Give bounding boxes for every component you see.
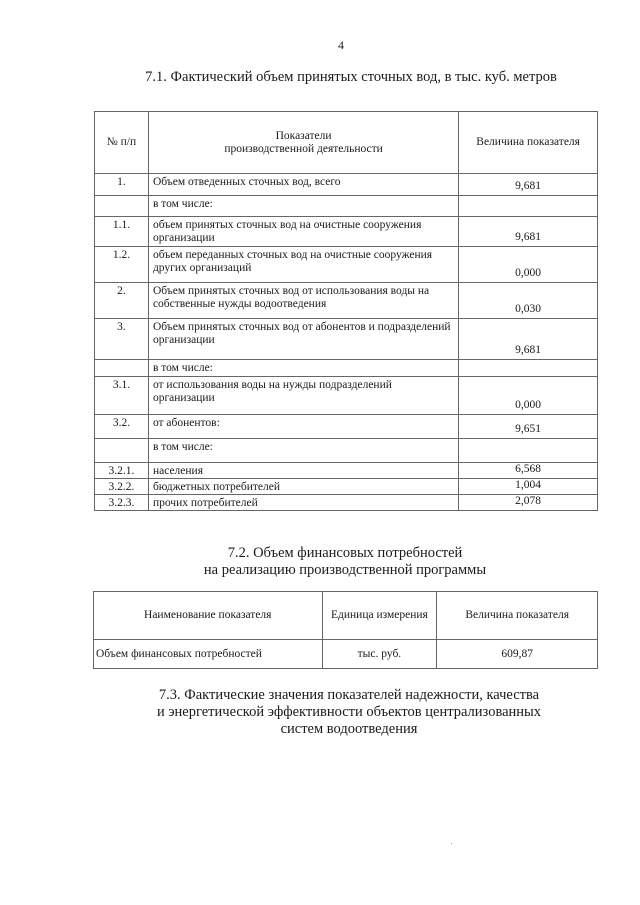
row-value: 0,000 bbox=[459, 247, 598, 283]
header-value: Величина показателя bbox=[437, 592, 598, 640]
table-row bbox=[95, 377, 598, 415]
row-label: в том числе: bbox=[148, 439, 458, 463]
row-num: 3.2.1. bbox=[95, 463, 149, 479]
table-row bbox=[95, 319, 598, 360]
table-row bbox=[94, 640, 598, 669]
page-number: 4 bbox=[338, 38, 344, 52]
row-value: 0,030 bbox=[459, 283, 598, 319]
row-value: 1,004 bbox=[459, 479, 598, 495]
row-num: 3.1. bbox=[95, 377, 149, 415]
row-name: Объем финансовых потребностей bbox=[94, 640, 323, 669]
section-7-3-title bbox=[0, 687, 640, 738]
row-label: от абонентов: bbox=[148, 415, 458, 439]
table-row bbox=[95, 415, 598, 439]
row-value: 9,681 bbox=[459, 217, 598, 247]
row-label: населения bbox=[148, 463, 458, 479]
row-unit: тыс. руб. bbox=[322, 640, 437, 669]
section-7-3-title-line3: систем водоотведения bbox=[280, 721, 418, 737]
row-value: 9,681 bbox=[459, 319, 598, 360]
row-value: 2,078 bbox=[459, 495, 598, 511]
row-label: в том числе: bbox=[148, 196, 458, 217]
table-header-row bbox=[95, 112, 598, 174]
row-num: 3.2.2. bbox=[95, 479, 149, 495]
row-label: в том числе: bbox=[148, 360, 458, 377]
row-num bbox=[95, 196, 149, 217]
row-num: 3.2.3. bbox=[95, 495, 149, 511]
row-value bbox=[459, 360, 598, 377]
header-num: № п/п bbox=[95, 112, 149, 174]
financial-needs-table bbox=[93, 591, 598, 669]
row-value: 6,568 bbox=[459, 463, 598, 479]
row-num: 1.1. bbox=[95, 217, 149, 247]
row-num: 1. bbox=[95, 174, 149, 196]
row-label: Объем принятых сточных вод от использования воды на собственные нужды водоотведения bbox=[148, 283, 458, 319]
header-indicator-line2: производственной деятельности bbox=[224, 142, 383, 155]
row-num bbox=[95, 439, 149, 463]
row-value bbox=[459, 439, 598, 463]
row-num: 3. bbox=[95, 319, 149, 360]
table-header-row bbox=[94, 592, 598, 640]
table-row bbox=[95, 217, 598, 247]
scan-artifact bbox=[451, 843, 452, 844]
row-label: бюджетных потребителей bbox=[148, 479, 458, 495]
header-unit: Единица измерения bbox=[322, 592, 437, 640]
table-row bbox=[95, 439, 598, 463]
row-label: объем переданных сточных вод на очистные сооружения других организаций bbox=[148, 247, 458, 283]
table-row bbox=[95, 360, 598, 377]
row-label: Объем отведенных сточных вод, всего bbox=[148, 174, 458, 196]
row-value: 9,651 bbox=[459, 415, 598, 439]
section-7-2-title-line2: на реализацию производственной программы bbox=[203, 562, 487, 578]
row-value: 609,87 bbox=[437, 640, 598, 669]
table-row bbox=[95, 479, 598, 495]
header-name: Наименование показателя bbox=[94, 592, 323, 640]
row-value bbox=[459, 196, 598, 217]
header-value: Величина показателя bbox=[459, 112, 598, 174]
row-label: от использования воды на нужды подразделений организации bbox=[148, 377, 458, 415]
section-7-1-title: 7.1. Фактический объем принятых сточных вод, в тыс. куб. метров bbox=[145, 69, 557, 85]
table-row bbox=[95, 495, 598, 511]
row-label: Объем принятых сточных вод от абонентов и подразделений организации bbox=[148, 319, 458, 360]
table-row bbox=[95, 174, 598, 196]
table-row bbox=[95, 247, 598, 283]
row-num: 3.2. bbox=[95, 415, 149, 439]
section-7-3-title-line2: и энергетической эффективности объектов централизованных bbox=[156, 704, 542, 720]
header-indicator bbox=[148, 112, 458, 174]
row-label: объем принятых сточных вод на очистные сооружения организации bbox=[148, 217, 458, 247]
row-num: 1.2. bbox=[95, 247, 149, 283]
row-label: прочих потребителей bbox=[148, 495, 458, 511]
table-row bbox=[95, 463, 598, 479]
row-num: 2. bbox=[95, 283, 149, 319]
row-num bbox=[95, 360, 149, 377]
row-value: 0,000 bbox=[459, 377, 598, 415]
table-row bbox=[95, 283, 598, 319]
section-7-3-title-line1: 7.3. Фактические значения показателей надежности, качества bbox=[158, 687, 540, 703]
section-7-2-title bbox=[0, 545, 640, 579]
wastewater-volume-table bbox=[94, 111, 598, 511]
section-7-2-title-line1: 7.2. Объем финансовых потребностей bbox=[227, 545, 463, 561]
row-value: 9,681 bbox=[459, 174, 598, 196]
table-row bbox=[95, 196, 598, 217]
header-indicator-line1: Показатели bbox=[275, 129, 332, 142]
